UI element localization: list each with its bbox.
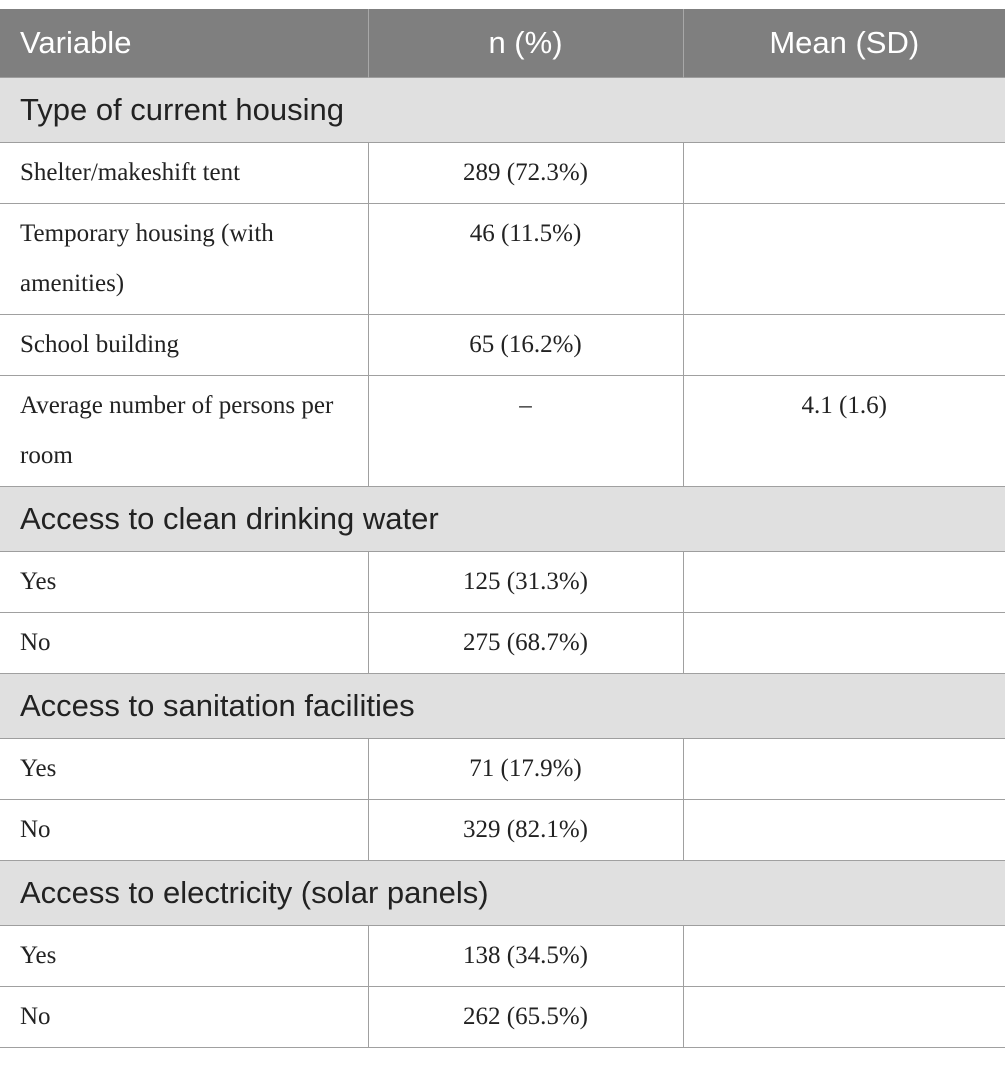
row-mean-sd — [683, 142, 1005, 203]
section-title: Type of current housing — [0, 77, 1005, 142]
table-row — [0, 551, 1005, 612]
table-row — [0, 738, 1005, 799]
row-mean-sd — [683, 314, 1005, 375]
section-title: Access to clean drinking water — [0, 486, 1005, 551]
section-title: Access to sanitation facilities — [0, 673, 1005, 738]
table-row — [0, 314, 1005, 375]
header-n-percent: n (%) — [368, 9, 683, 77]
row-label: Yes — [0, 738, 368, 799]
row-n-percent: 329 (82.1%) — [368, 799, 683, 860]
row-mean-sd — [683, 925, 1005, 986]
table-row — [0, 986, 1005, 1047]
row-mean-sd — [683, 986, 1005, 1047]
table-row — [0, 925, 1005, 986]
row-label: No — [0, 986, 368, 1047]
row-n-percent: 138 (34.5%) — [368, 925, 683, 986]
section-title: Access to electricity (solar panels) — [0, 860, 1005, 925]
row-mean-sd — [683, 738, 1005, 799]
row-n-percent: 65 (16.2%) — [368, 314, 683, 375]
row-label: No — [0, 612, 368, 673]
row-n-percent: – — [368, 375, 683, 486]
row-mean-sd — [683, 612, 1005, 673]
row-n-percent: 289 (72.3%) — [368, 142, 683, 203]
row-mean-sd — [683, 203, 1005, 314]
row-label: Yes — [0, 925, 368, 986]
section-row — [0, 860, 1005, 925]
table-row — [0, 799, 1005, 860]
table-row — [0, 375, 1005, 486]
row-n-percent: 125 (31.3%) — [368, 551, 683, 612]
row-label: Yes — [0, 551, 368, 612]
section-row — [0, 486, 1005, 551]
row-label: Shelter/makeshift tent — [0, 142, 368, 203]
table-row — [0, 142, 1005, 203]
header-row — [0, 9, 1005, 77]
housing-table — [0, 9, 1005, 1048]
row-mean-sd — [683, 799, 1005, 860]
row-mean-sd — [683, 551, 1005, 612]
table-row — [0, 612, 1005, 673]
section-row — [0, 673, 1005, 738]
row-n-percent: 275 (68.7%) — [368, 612, 683, 673]
row-label: Temporary housing (with amenities) — [0, 203, 368, 314]
header-mean-sd: Mean (SD) — [683, 9, 1005, 77]
section-row — [0, 77, 1005, 142]
table-row — [0, 203, 1005, 314]
row-n-percent: 71 (17.9%) — [368, 738, 683, 799]
header-variable: Variable — [0, 9, 368, 77]
row-label: No — [0, 799, 368, 860]
row-label: Average number of persons per room — [0, 375, 368, 486]
row-mean-sd: 4.1 (1.6) — [683, 375, 1005, 486]
row-n-percent: 262 (65.5%) — [368, 986, 683, 1047]
row-n-percent: 46 (11.5%) — [368, 203, 683, 314]
row-label: School building — [0, 314, 368, 375]
